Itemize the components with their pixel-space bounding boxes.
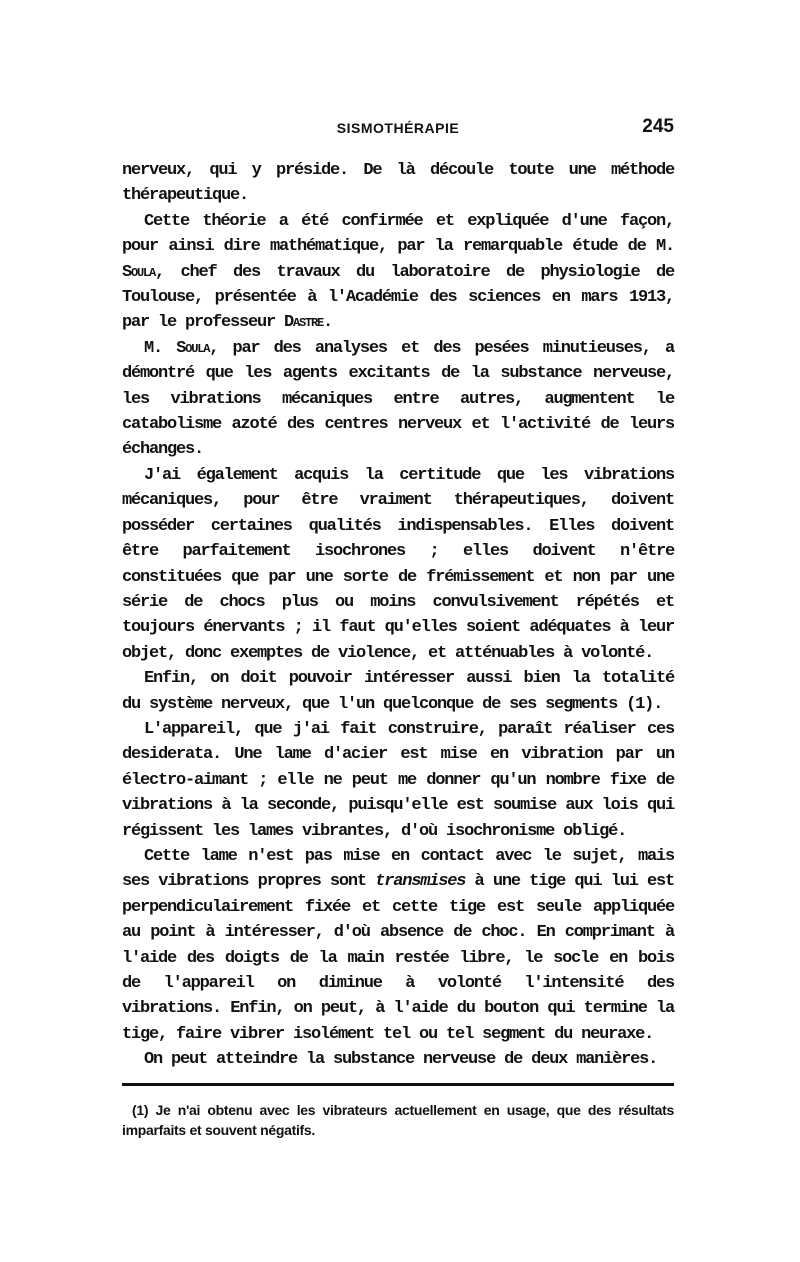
paragraph: M. Soula, par des analyses et des pesées minutieuses, a démontré que les agents excitants de la substance nerveuse, les vibrations mécaniques entre autres, augmentent le catabolisme azoté des centres nerveux et l'activité de leurs échanges. <box>122 338 674 460</box>
page-number: 245 <box>642 116 674 137</box>
paragraph: Enfin, on doit pouvoir intéresser aussi bien la totalité du système nerveux, que l'un quelconque de ses segments (1). <box>122 669 674 714</box>
paragraph: L'appareil, que j'ai fait construire, paraît réaliser ces desiderata. Une lame d'acier est mise en vibration par un électro-aimant ; elle ne peut me donner qu'un nombre fixe de vibrations à la seconde, puisqu'elle est soumise aux lois qui régissent les lames vibrantes, d'où isochronisme obligé. <box>122 719 674 841</box>
running-title: SISMOTHÉRAPIE <box>336 120 460 136</box>
book-page <box>122 114 674 1140</box>
paragraph: On peut atteindre la substance nerveuse de deux manières. <box>144 1050 658 1070</box>
footnote-divider <box>122 1083 674 1086</box>
paragraph: Cette théorie a été confirmée et expliquée d'une façon, pour ainsi dire mathématique, par la remarquable étude de M. Soula, chef des travaux du laboratoire de physiologie de Toulouse, présentée à l'Académie des sciences en mars 1913, par le professeur Dastre. <box>122 211 674 333</box>
author-name: Soula <box>176 338 210 358</box>
paragraph: nerveux, qui y préside. De là découle toute une méthode thérapeutique. <box>122 161 674 206</box>
footnote: (1) Je n'ai obtenu avec les vibrateurs actuellement en usage, que des résultats imparfaits et souvent négatifs. <box>122 1101 674 1138</box>
emphasis: transmises <box>375 872 466 892</box>
paragraph: J'ai également acquis la certitude que les vibrations mécaniques, pour être vraiment thérapeutiques, doivent posséder certaines qualités indispensables. Elles doivent être parfaitement isochrones ; elles doivent n'être constituées que par une sorte de frémissement et non par une série de chocs plus ou moins convulsivement répétés et toujours énervants ; il faut qu'elles soient adéquates à leur objet, donc exemptes de violence, et atténuables à volonté. <box>122 465 674 663</box>
body-text <box>122 158 674 1073</box>
paragraph: Cette lame n'est pas mise en contact avec le sujet, mais ses vibrations propres sont transmises à une tige qui lui est perpendiculairement fixée et cette tige est seule appliquée au point à intéresser, d'où absence de choc. En comprimant à l'aide des doigts de la main restée libre, le socle en bois de l'appareil on diminue à volonté l'intensité des vibrations. Enfin, on peut, à l'aide du bouton qui termine la tige, faire vibrer isolément tel ou tel segment du neuraxe. <box>122 846 674 1044</box>
author-name: Dastre <box>284 313 324 333</box>
running-header <box>122 114 674 142</box>
author-name: Soula <box>122 262 156 282</box>
